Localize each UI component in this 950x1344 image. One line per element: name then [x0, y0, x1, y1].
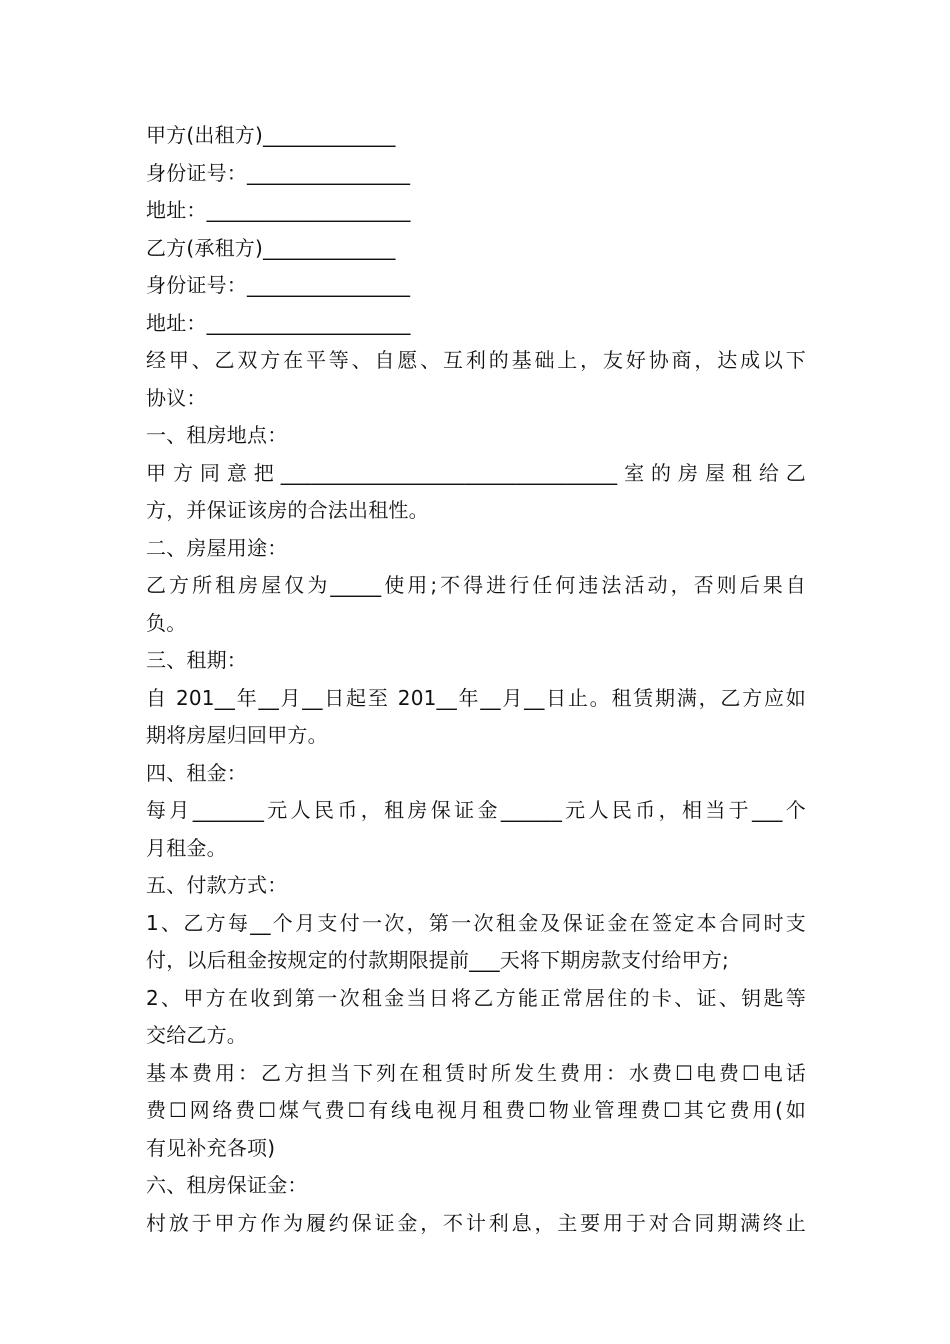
section-heading-location: 一、租房地点： [146, 423, 288, 447]
payment-line-1: 1、乙方每__个月支付一次，第一次租金及保证金在签定本合同时支 [146, 910, 806, 935]
section-heading-usage: 二、房屋用途： [146, 535, 288, 560]
location-line-2: 方，并保证该房的合法出租性。 [146, 498, 429, 522]
rent-line-1: 每月_______元人民币，租房保证金______元人民币，相当于___个 [146, 798, 806, 822]
section-heading-deposit: 六、租房保证金： [146, 1173, 308, 1197]
section-heading-rent: 四、租金： [146, 760, 247, 785]
party-b-address-line: 地址：____________________ [146, 310, 411, 335]
party-a-id-line: 身份证号：________________ [146, 160, 411, 185]
fees-line-1: 基本费用：乙方担当下列在租赁时所发生费用：水费☐电费☐电话 [146, 1060, 806, 1085]
payment-line-2: 付，以后租金按规定的付款期限提前___天将下期房款支付给甲方; [146, 948, 729, 972]
fees-line-3: 有见补充各项) [146, 1135, 276, 1160]
term-line-2: 期将房屋归回甲方。 [146, 723, 328, 747]
party-a-address-line: 地址：____________________ [146, 198, 411, 222]
party-a-line: 甲方(出租方)_____________ [146, 123, 396, 147]
section-heading-term: 三、租期： [146, 648, 247, 672]
usage-line-2: 负。 [146, 610, 187, 635]
term-line-1: 自 201__年__月__日起至 201__年__月__日止。租赁期满，乙方应如 [146, 685, 806, 710]
contract-body [146, 117, 806, 1242]
preamble-line-2: 协议： [146, 385, 207, 410]
preamble-line-1: 经甲、乙双方在平等、自愿、互利的基础上，友好协商，达成以下 [146, 348, 806, 372]
party-b-id-line: 身份证号：________________ [146, 273, 411, 297]
usage-line-1: 乙方所租房屋仅为_____使用;不得进行任何违法活动，否则后果自 [146, 573, 806, 597]
deposit-line-1: 村放于甲方作为履约保证金，不计利息，主要用于对合同期满终止 [146, 1210, 806, 1235]
payment-line-3: 2、甲方在收到第一次租金当日将乙方能正常居住的卡、证、钥匙等 [146, 985, 806, 1010]
fees-line-2: 费☐网络费☐煤气费☐有线电视月租费☐物业管理费☐其它费用(如 [146, 1098, 806, 1122]
rent-line-2: 月租金。 [146, 835, 227, 860]
location-line-1: 甲方同意把_________________________________室的房屋租给乙 [146, 460, 806, 485]
party-b-line: 乙方(承租方)_____________ [146, 235, 396, 260]
section-heading-payment: 五、付款方式： [146, 873, 288, 897]
payment-line-4: 交给乙方。 [146, 1023, 247, 1047]
